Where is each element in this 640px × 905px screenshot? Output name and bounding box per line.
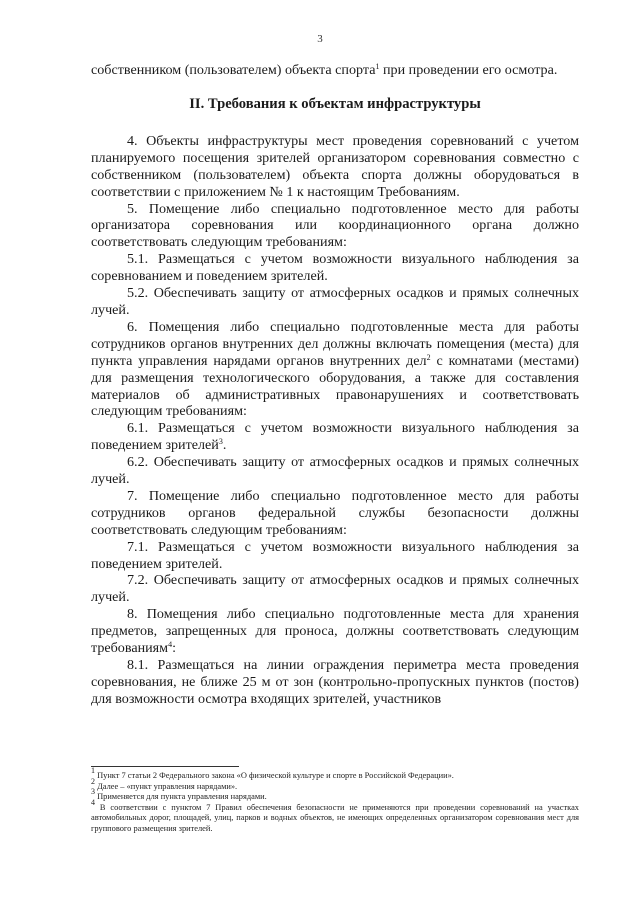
page-number: 3 (317, 33, 323, 45)
paragraph-6-text: 6. Помещения либо специально подготовленные места для работы сотрудников органов внутренних дел должны включать помещения (места) для пункта управления нарядами органов внутренних дел (91, 318, 579, 369)
intro-text-end: при проведении его осмотра. (379, 62, 558, 78)
paragraph-7-2: 7.2. Обеспечивать защиту от атмосферных осадков и прямых солнечных лучей. (91, 572, 579, 606)
intro-fragment (91, 62, 579, 79)
paragraph-7-1: 7.1. Размещаться с учетом возможности визуального наблюдения за поведением зрителей. (91, 538, 579, 572)
footnote-number: 4 (91, 797, 95, 807)
footnote-ref-2: 2 (426, 352, 431, 362)
paragraph-6 (91, 319, 579, 420)
footnote-ref-4: 4 (168, 640, 173, 650)
footnote-1 (91, 766, 579, 782)
paragraph-8-text-end: : (172, 640, 176, 657)
paragraph-5-1: 5.1. Размещаться с учетом возможности визуального наблюдения за соревнованием и поведением зрителей. (91, 251, 579, 285)
paragraph-8-text: 8. Помещения либо специально подготовленные места для хранения предметов, запрещенных для проноса, должны соответствовать следующим требованиям (91, 606, 579, 657)
paragraph-4: 4. Объекты инфраструктуры мест проведения соревнований с учетом планируемого посещения зрителей организатором соревнования совместно с собственником (пользователем) объекта спорта должны оборудоваться в соответствии с приложением № 1 к настоящим Требованиям. (91, 132, 579, 200)
footnote-text: Пункт 7 статьи 2 Федерального закона «О физической культуре и спорте в Российской Федерации». (95, 771, 454, 780)
footnote-3 (91, 787, 579, 803)
paragraph-8 (91, 606, 579, 657)
footnote-2 (91, 776, 579, 793)
footnote-text: В соответствии с пунктом 7 Правил обеспечения безопасности не применяются при проведении соревнований на участках автомобильных дорог, площадей, улиц, парков и водных объектов, не имеющих определенных организатором соревнования мест для группового размещения зрителей. (91, 802, 579, 833)
paragraph-6-1-end: . (222, 437, 227, 454)
paragraph-7: 7. Помещение либо специально подготовленное место для работы сотрудников органов федеральной службы безопасности должны соответствовать следующим требованиям: (91, 487, 579, 538)
paragraph-6-1-text: 6.1. Размещаться с учетом возможности визуального наблюдения за поведением зрителей (91, 420, 579, 454)
footnote-ref-1: 1 (375, 62, 380, 71)
section-heading: II. Требования к объектам инфраструктуры (189, 95, 481, 112)
footnote-number: 2 (91, 776, 95, 786)
footnote-ref-3: 3 (218, 437, 223, 447)
footnote-number: 1 (91, 766, 95, 775)
paragraph-6-text-end: с комнатами (местами) для размещения технологического оборудования, а также для составления материалов об административных правонарушениях и соответствовать следующим требованиям: (91, 352, 580, 420)
footnote-text: Применяется для пункта управления нарядами. (95, 792, 267, 802)
document-body (91, 62, 579, 708)
footnote-divider (91, 766, 239, 767)
footnotes (91, 766, 579, 835)
paragraph-6-1 (91, 420, 579, 454)
paragraph-6-2: 6.2. Обеспечивать защиту от атмосферных осадков и прямых солнечных лучей. (91, 454, 579, 488)
paragraph-5: 5. Помещение либо специально подготовленное место для работы организатора соревнования или координационного органа должно соответствовать следующим требованиям: (91, 200, 579, 251)
footnote-number: 3 (91, 787, 95, 797)
footnote-text: Далее – «пункт управления нарядами». (95, 781, 238, 791)
paragraph-5-2: 5.2. Обеспечивать защиту от атмосферных осадков и прямых солнечных лучей. (91, 285, 579, 318)
intro-text: собственником (пользователем) объекта спорта (91, 62, 376, 78)
paragraph-8-1: 8.1. Размещаться на линии ограждения периметра места проведения соревнования, не ближе 25 м от зон (контрольно-пропускных пунктов (постов) для возможности осмотра входящих зрителей, участников (91, 657, 579, 707)
